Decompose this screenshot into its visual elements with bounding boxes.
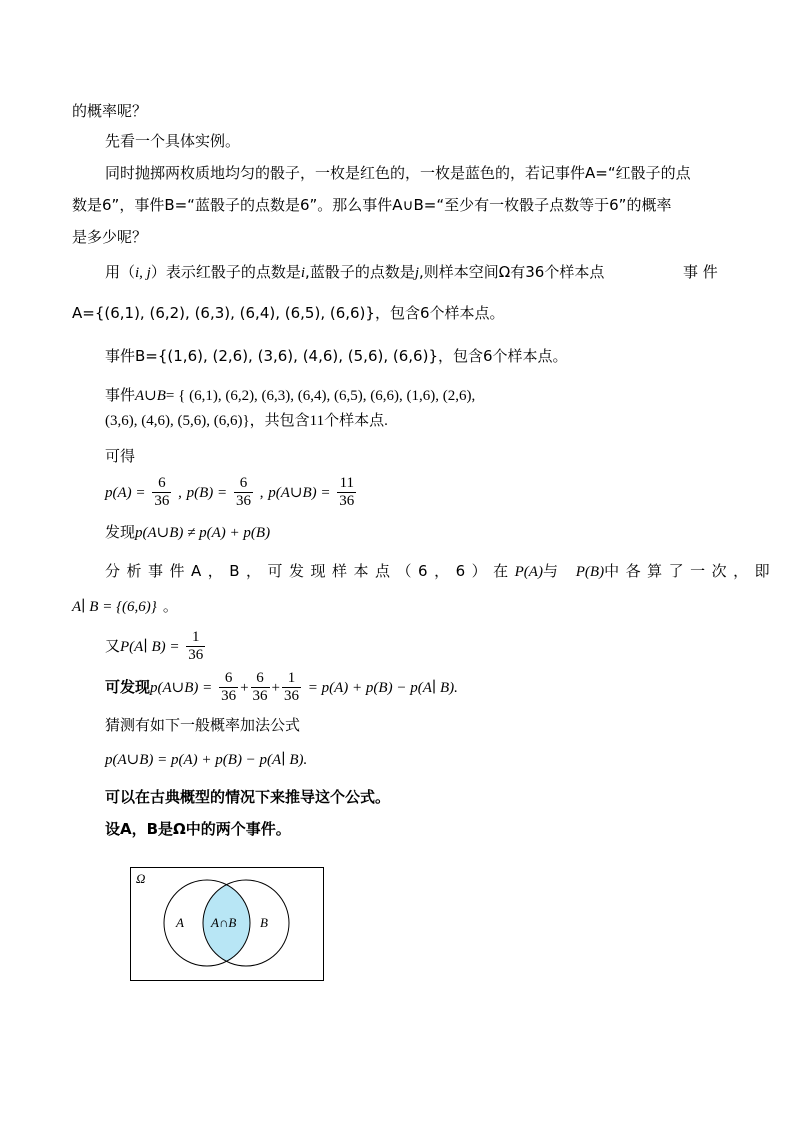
text-line: 可得 [105, 447, 136, 465]
text-line: A∣ B = {(6,6)} 。 [72, 597, 178, 615]
text-line: 猜测有如下一般概率加法公式 [105, 716, 301, 734]
text-line: 发现p(A∪B) ≠ p(A) + p(B) [105, 523, 271, 541]
fraction: $\frac{6}{36}$ [252, 670, 268, 704]
text-line: 事件B={(1,6), (2,6), (3,6), (4,6), (5,6), (6,6)}，包含6个样本点。 [105, 347, 568, 365]
venn-diagram [130, 867, 324, 981]
text-line: 同时抛掷两枚质地均匀的骰子，一枚是红色的，一枚是蓝色的，若记事件A=“红骰子的点 [105, 164, 691, 182]
text-line: 可以在古典概型的情况下来推导这个公式。 [105, 788, 391, 806]
text-line: 数是6”，事件B=“蓝骰子的点数是6”。那么事件A∪B=“至少有一枚骰子点数等于6”的概率 [72, 196, 672, 214]
formula-intersection: 又P(A∣ B) = $\frac{1}{36}$ [105, 629, 204, 663]
text-line: 是多少呢？ [72, 228, 148, 246]
text-line: (3,6), (4,6), (5,6), (6,6)}，共包含11个样本点. [105, 413, 388, 429]
omega-label: Ω [136, 871, 146, 886]
fraction: $\frac{6}{36}$ [235, 475, 251, 509]
fraction: $\frac{1}{36}$ [188, 629, 204, 663]
text-line: 先看一个具体实例。 [105, 132, 241, 150]
fraction: $\frac{6}{36}$ [154, 475, 170, 509]
text-line: 的概率呢？ [72, 102, 148, 120]
label-b: B [260, 915, 268, 930]
text-line: 设A，B是Ω中的两个事件。 [105, 820, 291, 838]
text-line: 事件A∪B= { (6,1), (6,2), (6,3), (6,4), (6,5), (6,6), (1,6), (2,6), [105, 386, 476, 404]
fraction: $\frac{1}{36}$ [284, 670, 299, 704]
fraction: $\frac{6}{36}$ [221, 670, 237, 704]
text-line: A={(6,1), (6,2), (6,3), (6,4), (6,5), (6,6)}，包含6个样本点。 [72, 304, 505, 322]
label-a: A [176, 915, 184, 930]
formula-union: 可发现p(A∪B) = $\frac{6}{36}$ + $\frac{6}{36}$ + $\frac{1}{36}$ = p(A) + p(B) − p(A∣ B). [105, 670, 458, 704]
text-line: 分析事件A，B，可发现样本点（6，6）在P(A)与 P(B)中各算了一次，即 [105, 562, 777, 580]
formula-general: p(A∪B) = p(A) + p(B) − p(A∣ B). [105, 752, 308, 768]
text-line: 用（i, j）表示红骰子的点数是i,蓝骰子的点数是j,则样本空间Ω有36个样本点 [105, 263, 605, 281]
label-ab: A∩B [211, 915, 237, 930]
text-line: 事 件 [683, 263, 718, 281]
formula-probabilities: p(A) = $\frac{6}{36}$ , p(B) = $\frac{6}{36}$ , p(A∪B) = $\frac{11}{36}$ [105, 475, 355, 509]
fraction: $\frac{11}{36}$ [339, 475, 355, 509]
